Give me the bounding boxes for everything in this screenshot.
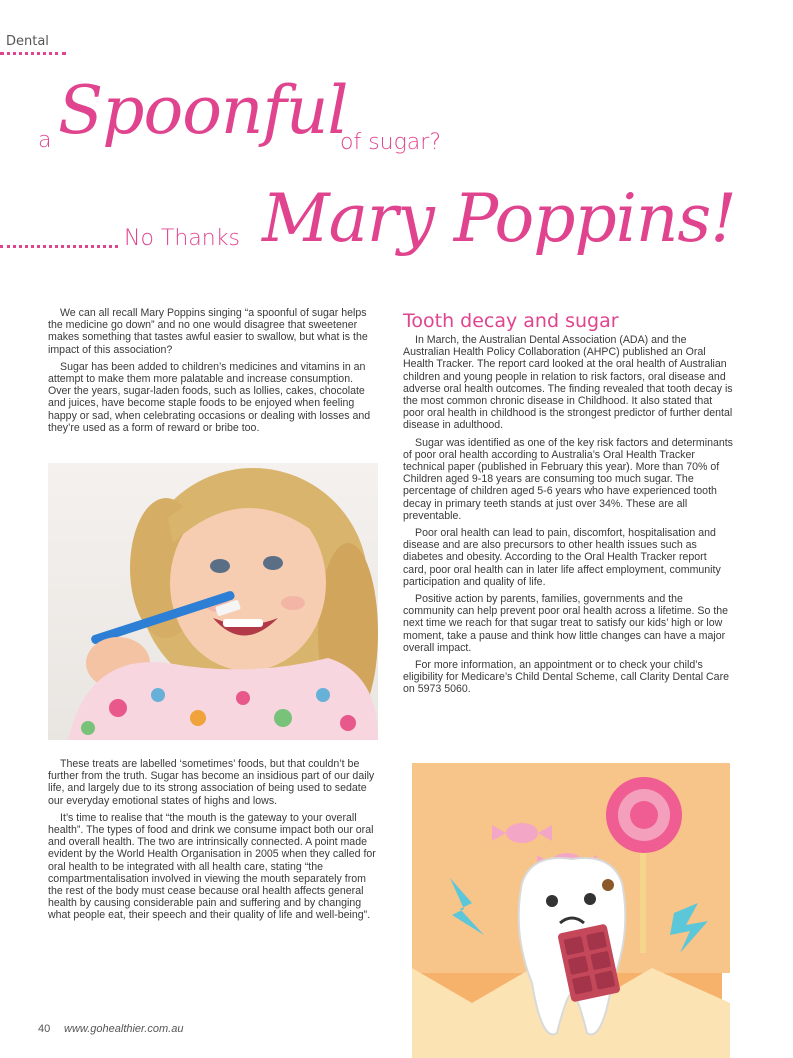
- title-a: a: [38, 128, 52, 153]
- paragraph: Sugar has been added to children’s medicines and vitamins in an attempt to make them more palatable and increase consumption. Over the years, sugar-laden foods, such as lollies, cakes, chocolate and juices, have become staple foods to be enjoyed when feeling happy or sad, when celebrating occasions or dealing with losses and they’re used as a form of reward or bribe too.: [48, 360, 371, 434]
- child-brushing-photo: [48, 463, 378, 740]
- title-dotted-rule: [0, 245, 118, 248]
- title-mary-poppins: Mary Poppins!: [262, 180, 736, 257]
- section-tag: Dental: [6, 34, 49, 49]
- title-of-sugar: of sugar?: [340, 130, 442, 155]
- paragraph: We can all recall Mary Poppins singing “a spoonful of sugar helps the medicine go down” and no one would disagree that sweetener makes something that tastes awful easier to swallow, but what is the impact of this association?: [48, 307, 368, 356]
- paragraph: Sugar was identified as one of the key risk factors and determinants of poor oral health according to Australia’s Oral Health Tracker technical paper (published in February this year). More than 70% of Children aged 9-18 years are consuming too much sugar. The percentage of children aged 5-6 years who have experienced tooth decay in primary teeth stands at just over 34%. These are all preventable.: [403, 436, 733, 522]
- paragraph: Poor oral health can lead to pain, discomfort, hospitalisation and disease and are also precursors to other health issues such as diabetes and obesity. According to the Oral Health Tracker report card, poor oral health can in later life affect employment, community participation and quality of life.: [403, 527, 721, 588]
- title-spoonful: Spoonful: [58, 72, 348, 149]
- left-column-bottom: [48, 758, 378, 927]
- tooth-candy-illustration: [412, 763, 730, 1058]
- paragraph: These treats are labelled ‘sometimes’ foods, but that couldn’t be further from the truth. Sugar has become an insidious part of our daily life, and largely due to its strong association of being used to sedate our everyday emotional states of highs and lows.: [48, 758, 375, 807]
- footer-url: www.gohealthier.com.au: [64, 1023, 184, 1035]
- paragraph: Positive action by parents, families, governments and the community can help prevent poor oral health across a lifetime. So the next time we reach for that sugar treat to satisfy our kids’ high or low moment, take a pause and think how little changes can have a major overall impact.: [403, 593, 729, 654]
- right-column: [403, 334, 733, 701]
- left-column-top: [48, 307, 378, 439]
- paragraph: For more information, an appointment or to check your child’s eligibility for Medicare’s Child Dental Scheme, call Clarity Dental Care on 5973 5060.: [403, 659, 729, 696]
- paragraph: It’s time to realise that “the mouth is the gateway to your overall health”. The types of food and drink we consume impact both our oral and overall health. The two are intrinsically connected. A point made evident by the World Health Organisation in 2005 when they called for oral health to be integrated with all health care, stating “the compartmentalisation involved in viewing the mouth separately from the rest of the body must cease because oral health affects general health by causing considerable pain and suffering and by changing what people eat, their speech and their quality of life and well-being”.: [48, 811, 376, 922]
- section-dotted-rule: [0, 52, 66, 55]
- page-number: 40: [38, 1023, 51, 1035]
- section-heading: Tooth decay and sugar: [403, 310, 619, 332]
- paragraph: In March, the Australian Dental Association (ADA) and the Australian Health Policy Collaboration (AHPC) published an Oral Health Tracker. The report card looked at the oral health of Australian children and young people in relation to risk factors, oral disease and adverse oral health outcomes. The finding revealed that tooth decay is the most common chronic disease in Childhood. It also stated that poor oral health in childhood is the strongest predictor of further dental disease in adulthood.: [403, 334, 733, 432]
- title-no-thanks: No Thanks: [124, 226, 240, 251]
